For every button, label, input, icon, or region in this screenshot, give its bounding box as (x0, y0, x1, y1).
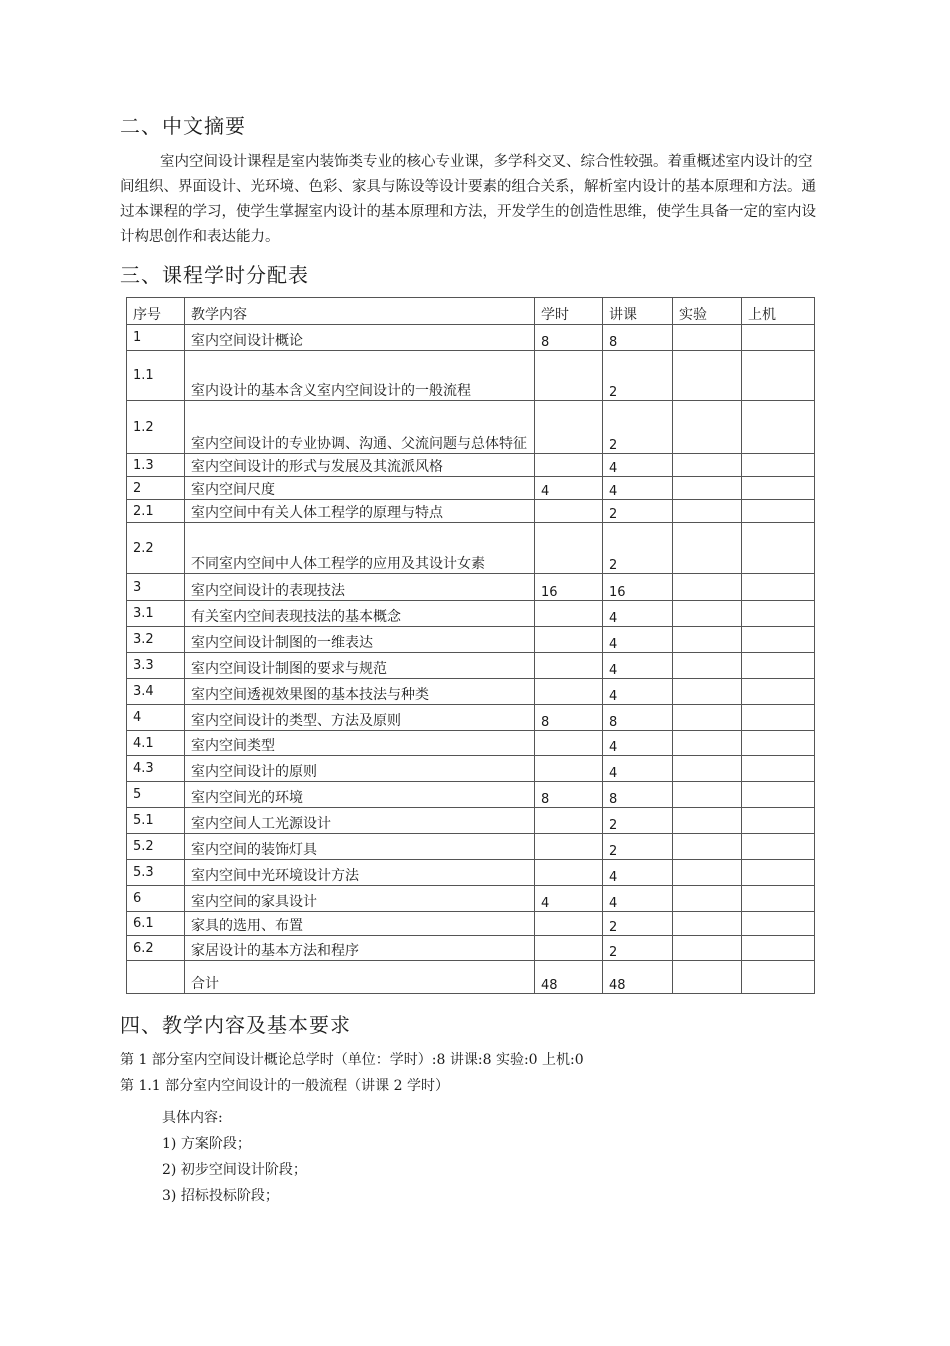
header-content: 教学内容 (185, 298, 535, 325)
cell-computer (742, 627, 815, 653)
cell-hours (535, 936, 603, 961)
cell-no: 5.2 (127, 834, 185, 860)
list-item: 2) 初步空间设计阶段； (162, 1162, 307, 1178)
cell-no: 2 (127, 477, 185, 500)
cell-lab (673, 705, 742, 731)
cell-computer (742, 401, 815, 454)
cell-hours (535, 756, 603, 782)
cell-hours (535, 627, 603, 653)
cell-content: 室内空间设计制图的要求与规范 (185, 653, 535, 679)
cell-content: 室内空间的家具设计 (185, 886, 535, 912)
cell-lecture: 2 (603, 500, 673, 523)
cell-lecture: 2 (603, 834, 673, 860)
cell-no: 5 (127, 782, 185, 808)
cell-content: 室内空间类型 (185, 731, 535, 756)
cell-content: 合计 (185, 961, 535, 994)
cell-computer (742, 936, 815, 961)
table-row (127, 936, 815, 961)
header-hours: 学时 (535, 298, 603, 325)
cell-no: 2.2 (127, 523, 185, 574)
cell-content: 不同室内空间中人体工程学的应用及其设计女素 (185, 523, 535, 574)
cell-hours (535, 834, 603, 860)
table-row (127, 834, 815, 860)
table-row (127, 731, 815, 756)
table-row (127, 574, 815, 601)
cell-no: 4.1 (127, 731, 185, 756)
cell-content: 室内空间设计的形式与发展及其流派风格 (185, 454, 535, 477)
table-row (127, 500, 815, 523)
cell-hours: 8 (535, 782, 603, 808)
cell-lecture: 4 (603, 653, 673, 679)
cell-content: 室内空间透视效果图的基本技法与种类 (185, 679, 535, 705)
cell-no: 5.3 (127, 860, 185, 886)
cell-lecture: 2 (603, 912, 673, 936)
cell-lab (673, 627, 742, 653)
cell-hours: 16 (535, 574, 603, 601)
cell-no: 4 (127, 705, 185, 731)
cell-hours (535, 731, 603, 756)
table-row (127, 627, 815, 653)
cell-content: 室内空间人工光源设计 (185, 808, 535, 834)
hours-table (126, 297, 815, 994)
cell-content: 家居设计的基本方法和程序 (185, 936, 535, 961)
table-row (127, 782, 815, 808)
cell-content: 室内空间设计的类型、方法及原则 (185, 705, 535, 731)
cell-lecture: 4 (603, 627, 673, 653)
cell-hours (535, 860, 603, 886)
cell-lab (673, 523, 742, 574)
abstract-paragraph (120, 150, 820, 250)
cell-lab (673, 834, 742, 860)
cell-lecture: 4 (603, 731, 673, 756)
cell-computer (742, 756, 815, 782)
cell-lab (673, 961, 742, 994)
cell-lecture: 16 (603, 574, 673, 601)
cell-content: 室内空间设计的专业协调、沟通、父流问题与总体特征 (185, 401, 535, 454)
cell-lab (673, 351, 742, 401)
cell-content: 家具的选用、布置 (185, 912, 535, 936)
cell-no: 5.1 (127, 808, 185, 834)
cell-lab (673, 679, 742, 705)
cell-computer (742, 454, 815, 477)
cell-lecture: 8 (603, 705, 673, 731)
cell-computer (742, 834, 815, 860)
cell-computer (742, 500, 815, 523)
cell-lab (673, 756, 742, 782)
cell-lab (673, 860, 742, 886)
cell-content: 室内空间设计概论 (185, 325, 535, 351)
cell-hours (535, 653, 603, 679)
cell-no: 1.2 (127, 401, 185, 454)
cell-content: 室内空间光的环境 (185, 782, 535, 808)
content-label: 具体内容: (162, 1110, 223, 1126)
header-no: 序号 (127, 298, 185, 325)
cell-lecture: 2 (603, 523, 673, 574)
cell-lecture: 4 (603, 454, 673, 477)
cell-hours (535, 500, 603, 523)
cell-lecture: 2 (603, 936, 673, 961)
abstract-text: 室内空间设计课程是室内装饰类专业的核心专业课，多学科交叉、综合性较强。着重概述室内设计的空间组织、界面设计、光环境、色彩、家具与陈设等设计要素的组合关系，解析室内设计的基本原理和方法。通过本课程的学习，使学生掌握室内设计的基本原理和方法，开发学生的创造性思维，使学生具备一定的室内设计构思创作和表达能力。 (120, 154, 816, 245)
cell-computer (742, 705, 815, 731)
cell-content: 室内空间中有关人体工程学的原理与特点 (185, 500, 535, 523)
cell-computer (742, 523, 815, 574)
cell-lab (673, 477, 742, 500)
cell-no (127, 961, 185, 994)
cell-hours: 8 (535, 325, 603, 351)
cell-computer (742, 808, 815, 834)
cell-computer (742, 477, 815, 500)
table-row (127, 653, 815, 679)
cell-content: 室内空间的装饰灯具 (185, 834, 535, 860)
cell-lab (673, 886, 742, 912)
cell-lab (673, 500, 742, 523)
cell-lab (673, 454, 742, 477)
cell-hours: 4 (535, 477, 603, 500)
table-row (127, 912, 815, 936)
cell-lecture: 8 (603, 325, 673, 351)
cell-content: 室内空间设计制图的一维表达 (185, 627, 535, 653)
cell-no: 3.4 (127, 679, 185, 705)
cell-content: 室内设计的基本含义室内空间设计的一般流程 (185, 351, 535, 401)
table-row (127, 886, 815, 912)
cell-hours (535, 808, 603, 834)
cell-no: 3.1 (127, 601, 185, 627)
cell-hours (535, 401, 603, 454)
section3-title: 三、课程学时分配表 (120, 263, 309, 287)
cell-computer (742, 731, 815, 756)
cell-no: 1.3 (127, 454, 185, 477)
cell-hours (535, 679, 603, 705)
cell-hours (535, 912, 603, 936)
cell-lecture: 2 (603, 401, 673, 454)
cell-no: 6.1 (127, 912, 185, 936)
cell-computer (742, 912, 815, 936)
cell-hours (535, 454, 603, 477)
cell-computer (742, 574, 815, 601)
cell-lecture: 4 (603, 601, 673, 627)
cell-lecture: 8 (603, 782, 673, 808)
cell-lab (673, 574, 742, 601)
table-row (127, 961, 815, 994)
table-row (127, 808, 815, 834)
table-row (127, 601, 815, 627)
cell-no: 6.2 (127, 936, 185, 961)
cell-lecture: 4 (603, 886, 673, 912)
cell-no: 6 (127, 886, 185, 912)
part1-summary: 第 1 部分室内空间设计概论总学时（单位：学时）:8 讲课:8 实验:0 上机:0 (120, 1052, 584, 1068)
table-row (127, 756, 815, 782)
section4-title: 四、教学内容及基本要求 (120, 1013, 351, 1037)
cell-lab (673, 325, 742, 351)
cell-lab (673, 912, 742, 936)
cell-computer (742, 961, 815, 994)
cell-content: 室内空间设计的原则 (185, 756, 535, 782)
table-header-row (127, 298, 815, 325)
table-row (127, 401, 815, 454)
cell-no: 1 (127, 325, 185, 351)
cell-lab (673, 782, 742, 808)
cell-lab (673, 601, 742, 627)
cell-content: 室内空间设计的表现技法 (185, 574, 535, 601)
cell-computer (742, 782, 815, 808)
cell-lab (673, 401, 742, 454)
cell-lecture: 2 (603, 351, 673, 401)
list-item: 1) 方案阶段； (162, 1136, 251, 1152)
cell-lecture: 2 (603, 808, 673, 834)
cell-content: 室内空间中光环境设计方法 (185, 860, 535, 886)
cell-computer (742, 351, 815, 401)
cell-no: 2.1 (127, 500, 185, 523)
cell-content: 有关室内空间表现技法的基本概念 (185, 601, 535, 627)
cell-hours (535, 351, 603, 401)
cell-lecture: 4 (603, 477, 673, 500)
cell-lab (673, 731, 742, 756)
header-lab: 实验 (673, 298, 742, 325)
cell-computer (742, 601, 815, 627)
cell-content: 室内空间尺度 (185, 477, 535, 500)
cell-computer (742, 679, 815, 705)
cell-lab (673, 808, 742, 834)
cell-hours: 4 (535, 886, 603, 912)
cell-lecture: 4 (603, 679, 673, 705)
cell-lecture: 4 (603, 756, 673, 782)
content-list (162, 1105, 307, 1209)
cell-lab (673, 653, 742, 679)
list-item: 3) 招标投标阶段； (162, 1188, 279, 1204)
cell-computer (742, 653, 815, 679)
table-row (127, 705, 815, 731)
cell-computer (742, 860, 815, 886)
cell-computer (742, 886, 815, 912)
section2-title: 二、中文摘要 (120, 114, 246, 138)
cell-no: 3 (127, 574, 185, 601)
table-row (127, 679, 815, 705)
table-row (127, 351, 815, 401)
table-row (127, 477, 815, 500)
part1-1-summary: 第 1.1 部分室内空间设计的一般流程（讲课 2 学时） (120, 1078, 449, 1094)
cell-no: 4.3 (127, 756, 185, 782)
cell-no: 3.2 (127, 627, 185, 653)
cell-no: 1.1 (127, 351, 185, 401)
cell-hours: 8 (535, 705, 603, 731)
cell-lab (673, 936, 742, 961)
table-row (127, 860, 815, 886)
table-row (127, 325, 815, 351)
cell-computer (742, 325, 815, 351)
table-row (127, 523, 815, 574)
header-lecture: 讲课 (603, 298, 673, 325)
cell-no: 3.3 (127, 653, 185, 679)
header-computer: 上机 (742, 298, 815, 325)
cell-hours: 48 (535, 961, 603, 994)
cell-hours (535, 523, 603, 574)
cell-hours (535, 601, 603, 627)
cell-lecture: 48 (603, 961, 673, 994)
table-row (127, 454, 815, 477)
cell-lecture: 4 (603, 860, 673, 886)
